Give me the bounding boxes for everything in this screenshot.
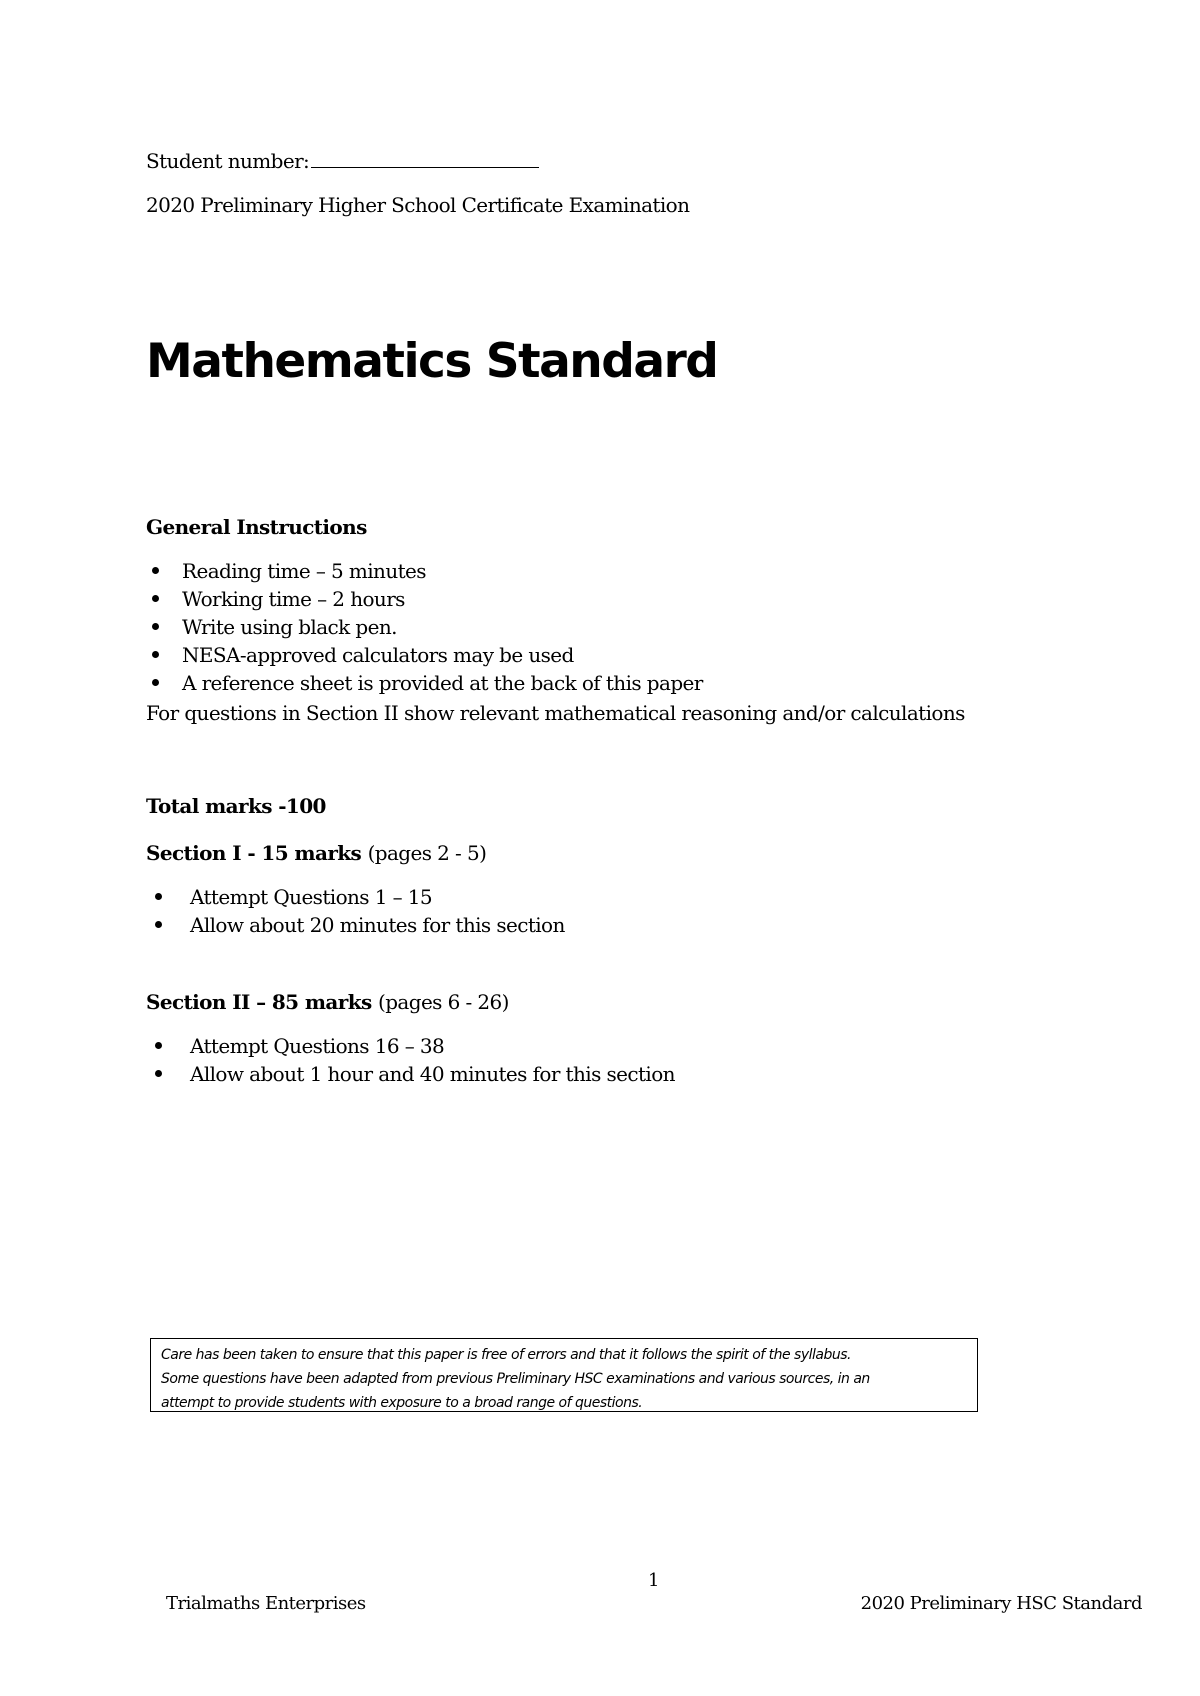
list-item: Allow about 20 minutes for this section [146,911,565,939]
bullet-icon [152,623,159,630]
total-marks: Total marks -100 [146,794,326,818]
list-item: Reading time – 5 minutes [146,557,703,585]
section-two-heading [146,990,509,1014]
bullet-icon [155,1070,162,1077]
bullet-icon [155,893,162,900]
bullet-icon [152,595,159,602]
section-one-title: Section I - 15 marks [146,841,362,865]
list-item: Write using black pen. [146,613,703,641]
list-item: A reference sheet is provided at the back of this paper [146,669,703,697]
exam-name: 2020 Preliminary Higher School Certificate Examination [146,193,690,217]
student-number-label: Student number: [146,149,310,173]
page-title: Mathematics Standard [146,334,718,389]
list-item: Attempt Questions 16 – 38 [146,1032,675,1060]
bullet-icon [152,567,159,574]
section-one-heading [146,841,486,865]
section-one-pages: (pages 2 - 5) [367,841,487,865]
disclaimer-line: Care has been taken to ensure that this paper is free of errors and that it follows the spirit of the syllabus. [161,1347,851,1363]
section-two-list [146,1032,675,1088]
page-number: 1 [648,1570,659,1591]
student-number-field[interactable] [311,147,539,168]
list-item: Allow about 1 hour and 40 minutes for this section [146,1060,675,1088]
list-item: Attempt Questions 1 – 15 [146,883,565,911]
section-two-title: Section II – 85 marks [146,990,372,1014]
student-number-row [146,147,539,173]
list-item: Working time – 2 hours [146,585,703,613]
section-two-pages: (pages 6 - 26) [378,990,509,1014]
general-instructions-list [146,557,703,697]
section-two-note: For questions in Section II show relevant mathematical reasoning and/or calculations [146,701,965,725]
bullet-icon [155,921,162,928]
footer-right: 2020 Preliminary HSC Standard [860,1593,1142,1614]
footer-left: Trialmaths Enterprises [166,1593,366,1614]
bullet-icon [155,1042,162,1049]
list-item: NESA-approved calculators may be used [146,641,703,669]
disclaimer-line: attempt to provide students with exposure to a broad range of questions. [161,1395,643,1411]
general-instructions-heading: General Instructions [146,515,367,539]
disclaimer-box [150,1338,978,1412]
disclaimer-line: Some questions have been adapted from previous Preliminary HSC examinations and various sources, in an [161,1371,870,1387]
bullet-icon [152,679,159,686]
bullet-icon [152,651,159,658]
section-one-list [146,883,565,939]
